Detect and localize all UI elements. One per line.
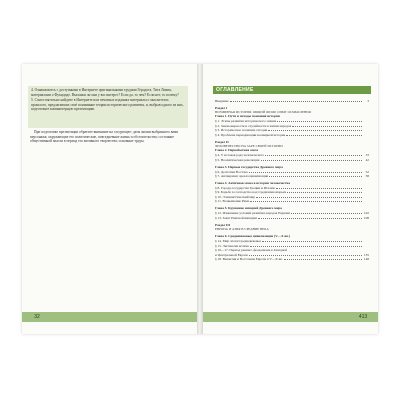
toc-entry-title: § 4. У истоков рода человеческого	[215, 153, 265, 158]
toc-entry-title: § 15. Экспансия ислама	[215, 243, 249, 248]
toc-entry-title: Глава 4. Античная эпоха в истории человечества	[215, 181, 291, 185]
toc-leader-dots	[284, 256, 362, 260]
toc-entry-title: Раздел I	[215, 105, 228, 110]
toc-leader-dots	[262, 239, 362, 243]
toc-entry-title: § 3. Историческое познание сегодня	[215, 128, 268, 133]
toc-title: ОГЛАВЛЕНИЕ	[213, 86, 371, 94]
body-paragraph: При подготовке презентации обратите внимание на следующее: даты жизни выбранного вами персонажа; окружающие его политические, повседневные жизнь и обстоятельства; состояние общественной мысли в период его активного творчества; основные труды.	[30, 130, 179, 144]
toc-entry-title: § 6. Деспотии Востока	[215, 169, 248, 174]
toc-entry-title: § 1. Этапы развития исторического знания	[215, 119, 277, 124]
toc-entry-title: § 14. Мир эпохи Средневековья	[215, 239, 261, 244]
toc-entry-title: § 16—17. Период раннего феодализма в Западной	[215, 247, 288, 252]
toc-entry-title: § 9. Борьба за господство над Средиземноморьем	[215, 190, 287, 195]
task-box	[28, 86, 188, 128]
toc-leader-dots	[230, 98, 362, 102]
toc-entry-title: Глава 2. Первобытная эпоха	[215, 148, 259, 153]
toc-entry-page: 135	[363, 252, 369, 257]
toc-leader-dots	[268, 128, 362, 132]
toc-leader-dots	[258, 215, 362, 219]
toc-entry-title: Введение	[215, 98, 229, 103]
toc-entry-title: Глава 1. Пути и методы познания истории	[215, 114, 280, 119]
toc-leader-dots	[261, 157, 363, 161]
toc-entry-title: Глава 5. Крушение империй Древнего мира	[215, 206, 282, 211]
toc-leader-dots	[276, 185, 362, 189]
toc-entry-title: Глава 3. Первые государства Древнего мира	[215, 164, 283, 169]
table-of-contents	[215, 98, 369, 261]
toc-leader-dots	[291, 211, 362, 215]
toc-leader-dots	[269, 173, 362, 177]
right-page-number: 413	[358, 314, 368, 320]
toc-entry-title: § 2. Закономерности и случайности в жизни народов	[215, 123, 292, 128]
toc-entry-title: Раздел III	[215, 222, 230, 227]
toc-entry-page: 3	[367, 98, 369, 103]
task-item-4: 4. Ознакомьтесь с доступными в Интернете оригинальными трудами Геродота, Тита Ливия, материалами о Фукидиде. Выскажи ли они у вас интерес? Если да, то чем? Если нет, то почему?	[31, 88, 179, 97]
toc-leader-dots	[250, 243, 362, 247]
right-footer-bar	[203, 312, 378, 322]
task-item-5: 5. Самостоятельно найдите в Интернете или печатных изданиях материалы о мыслителях прошлого, предлагавших своё понимание теории исторического развития, и, выбрав одного из них, подготовьте компьютерную презентацию.	[31, 98, 184, 112]
toc-leader-dots	[265, 153, 362, 157]
right-page	[203, 64, 378, 334]
toc-entry-title: § 7. Антикризис ареала цивилизации	[215, 174, 269, 179]
toc-entry-title: ВСЕМИРНАЯ ИСТОРИЯ: ОБЩИЙ ОБЗОР, ОПЫТ ОСМЫСЛЕНИЯ	[215, 109, 311, 114]
toc-entry-title: Раздел II	[215, 139, 229, 144]
left-page	[22, 64, 197, 334]
book-spread	[22, 64, 378, 334]
toc-entry	[215, 256, 369, 260]
toc-entry-title: § 12. Изменение условий развития народов Евразии	[215, 211, 290, 216]
toc-entry-title: § 5. Неолитическая революция	[215, 157, 260, 162]
toc-entry-page: 33	[365, 153, 369, 158]
left-page-number: 32	[34, 314, 40, 320]
toc-leader-dots	[249, 169, 362, 173]
toc-entry-title: § 4. Проблема периодизации всемирной истории	[215, 132, 286, 137]
left-footer-bar	[22, 312, 197, 322]
toc-entry-title: § 13. Закат Римской империи	[215, 215, 257, 220]
toc-entry-title: и Центральной Европе	[215, 252, 248, 257]
toc-entry-page: 52	[365, 169, 369, 174]
toc-entry-page: 108	[363, 215, 369, 220]
toc-entry-title: § 8. Города-государства Греции и Италии	[215, 185, 275, 190]
toc-entry-title: § 10. Эллинистический мир	[215, 194, 256, 199]
toc-entry-page: 148	[363, 257, 369, 262]
toc-leader-dots	[286, 132, 362, 136]
toc-leader-dots	[249, 252, 362, 256]
toc-entry-page: 58	[365, 174, 369, 179]
toc-entry-page: 42	[365, 157, 369, 162]
toc-leader-dots	[277, 119, 362, 123]
toc-entry-title: ЧЕЛОВЕЧЕСТВО НА ЗАРЕ СВОЕЙ ИСТОРИИ	[215, 143, 283, 148]
toc-leader-dots	[256, 194, 362, 198]
toc-entry-title: Глава 6. Средневековые цивилизации (V—X вв.)	[215, 234, 291, 239]
toc-leader-dots	[292, 123, 362, 127]
toc-entry-title: § 11. Возвышение Рима	[215, 199, 250, 204]
toc-entry-title: § 18. Византия и Восточная Европа в V—X вв.	[215, 257, 283, 262]
toc-leader-dots	[250, 199, 362, 203]
toc-entry-title: ЕВРОПА И АЗИЯ В СРЕДНИЕ ВЕКА	[215, 226, 269, 231]
toc-leader-dots	[287, 190, 362, 194]
toc-entry-page: 102	[363, 211, 369, 216]
